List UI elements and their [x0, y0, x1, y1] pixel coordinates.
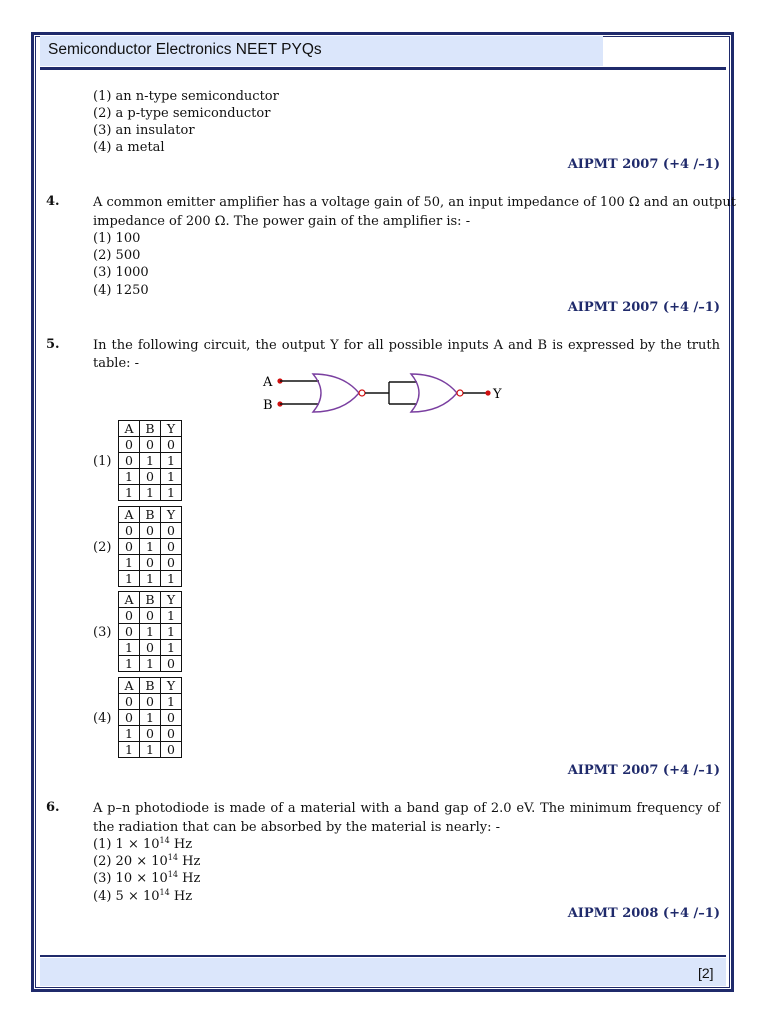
- nor-gate-1: [313, 374, 359, 412]
- q6-text-line-2: the radiation that can be absorbed by the material is nearly: -: [93, 820, 500, 835]
- q5-exam-tag: AIPMT 2007 (+4 /–1): [567, 763, 720, 778]
- table-cell: 0: [119, 539, 140, 555]
- table-header-cell: Y: [161, 678, 182, 694]
- q4-option-4: (4) 1250: [93, 283, 149, 298]
- table-cell: 1: [119, 485, 140, 501]
- q5-option-1-label: (1): [93, 454, 112, 469]
- circuit-input-a-label: A: [263, 375, 273, 390]
- nor-gate-1-bubble: [359, 390, 365, 396]
- table-cell: 1: [140, 710, 161, 726]
- circuit-input-b-label: B: [263, 398, 273, 413]
- nor-gate-2: [411, 374, 457, 412]
- table-header-cell: B: [140, 507, 161, 523]
- table-cell: 1: [161, 694, 182, 710]
- q6-number: 6.: [46, 800, 60, 815]
- table-header-cell: A: [119, 507, 140, 523]
- truth-table-option-2: [118, 506, 182, 587]
- table-cell: 1: [140, 624, 161, 640]
- output-pin: [485, 390, 490, 395]
- table-cell: 0: [119, 608, 140, 624]
- table-cell: 1: [140, 485, 161, 501]
- table-header-cell: B: [140, 592, 161, 608]
- q3-option-2: (2) a p-type semiconductor: [93, 106, 271, 121]
- q6-exam-tag: AIPMT 2008 (+4 /–1): [567, 906, 720, 921]
- table-cell: 0: [161, 555, 182, 571]
- table-cell: 0: [161, 742, 182, 758]
- q5-option-4-label: (4): [93, 711, 112, 726]
- table-cell: 1: [119, 640, 140, 656]
- table-header-cell: Y: [161, 507, 182, 523]
- q6-text-line-1: A p–n photodiode is made of a material with a band gap of 2.0 eV. The minimum frequency of: [93, 801, 720, 816]
- table-cell: 1: [161, 453, 182, 469]
- table-cell: 0: [140, 469, 161, 485]
- table-cell: 1: [161, 640, 182, 656]
- table-cell: 1: [140, 656, 161, 672]
- q5-option-2-label: (2): [93, 540, 112, 555]
- truth-table-option-3: [118, 591, 182, 672]
- table-cell: 0: [119, 437, 140, 453]
- table-cell: 1: [119, 656, 140, 672]
- table-cell: 0: [161, 710, 182, 726]
- truth-table-option-4: [118, 677, 182, 758]
- q3-option-4: (4) a metal: [93, 140, 165, 155]
- table-cell: 0: [119, 624, 140, 640]
- table-cell: 0: [161, 539, 182, 555]
- table-header-cell: B: [140, 421, 161, 437]
- table-cell: 0: [140, 608, 161, 624]
- page-number: [2]: [698, 965, 714, 981]
- table-cell: 0: [140, 523, 161, 539]
- table-header-cell: B: [140, 678, 161, 694]
- q3-option-3: (3) an insulator: [93, 123, 195, 138]
- q6-option-3: (3) $10 \times 10^{14}$ Hz: [93, 870, 201, 886]
- table-header-cell: Y: [161, 421, 182, 437]
- table-cell: 0: [140, 437, 161, 453]
- page-title: Semiconductor Electronics NEET PYQs: [48, 41, 322, 58]
- table-cell: 1: [140, 742, 161, 758]
- table-cell: 1: [140, 453, 161, 469]
- q3-option-1: (1) an n-type semiconductor: [93, 89, 279, 104]
- q4-option-3: (3) 1000: [93, 265, 149, 280]
- table-cell: 1: [161, 624, 182, 640]
- q4-exam-tag: AIPMT 2007 (+4 /–1): [567, 300, 720, 315]
- table-header-cell: A: [119, 592, 140, 608]
- circuit-output-label: Y: [493, 387, 502, 402]
- table-cell: 1: [119, 555, 140, 571]
- table-cell: 1: [161, 608, 182, 624]
- table-cell: 0: [161, 726, 182, 742]
- table-cell: 0: [140, 555, 161, 571]
- table-cell: 1: [161, 485, 182, 501]
- q4-text-line-2: impedance of 200 Ω. The power gain of the amplifier is: -: [93, 214, 471, 229]
- header-rule: [40, 67, 726, 70]
- table-cell: 0: [119, 710, 140, 726]
- logic-circuit-diagram: [255, 368, 515, 418]
- table-header-cell: Y: [161, 592, 182, 608]
- table-cell: 0: [161, 523, 182, 539]
- table-cell: 0: [119, 523, 140, 539]
- table-cell: 0: [140, 694, 161, 710]
- table-cell: 0: [119, 694, 140, 710]
- q3-exam-tag: AIPMT 2007 (+4 /–1): [567, 157, 720, 172]
- footer-rule: [40, 955, 726, 957]
- q6-option-4: (4) $5 \times 10^{14}$ Hz: [93, 888, 193, 904]
- table-cell: 1: [161, 571, 182, 587]
- table-cell: 1: [161, 469, 182, 485]
- table-cell: 0: [161, 656, 182, 672]
- table-cell: 0: [140, 726, 161, 742]
- table-cell: 1: [140, 539, 161, 555]
- q4-option-1: (1) 100: [93, 231, 141, 246]
- q5-text-line-2: table: -: [93, 356, 140, 371]
- table-cell: 1: [140, 571, 161, 587]
- q5-text-line-1: In the following circuit, the output Y for all possible inputs A and B is expressed by the truth: [93, 338, 720, 353]
- table-cell: 0: [119, 453, 140, 469]
- table-cell: 1: [119, 571, 140, 587]
- q6-option-1: (1) $1 \times 10^{14}$ Hz: [93, 836, 193, 852]
- truth-table-option-1: [118, 420, 182, 501]
- nor-gate-2-bubble: [457, 390, 463, 396]
- q4-option-2: (2) 500: [93, 248, 141, 263]
- q4-number: 4.: [46, 194, 60, 209]
- q6-option-2: (2) $20 \times 10^{14}$ Hz: [93, 853, 201, 869]
- footer-band: [40, 958, 726, 986]
- table-header-cell: A: [119, 421, 140, 437]
- q5-option-3-label: (3): [93, 625, 112, 640]
- table-header-cell: A: [119, 678, 140, 694]
- table-cell: 1: [119, 469, 140, 485]
- table-cell: 0: [140, 640, 161, 656]
- q4-text-line-1: A common emitter amplifier has a voltage gain of 50, an input impedance of 100 Ω and an output: [93, 195, 736, 210]
- table-cell: 1: [119, 742, 140, 758]
- table-cell: 0: [161, 437, 182, 453]
- q5-number: 5.: [46, 337, 60, 352]
- table-cell: 1: [119, 726, 140, 742]
